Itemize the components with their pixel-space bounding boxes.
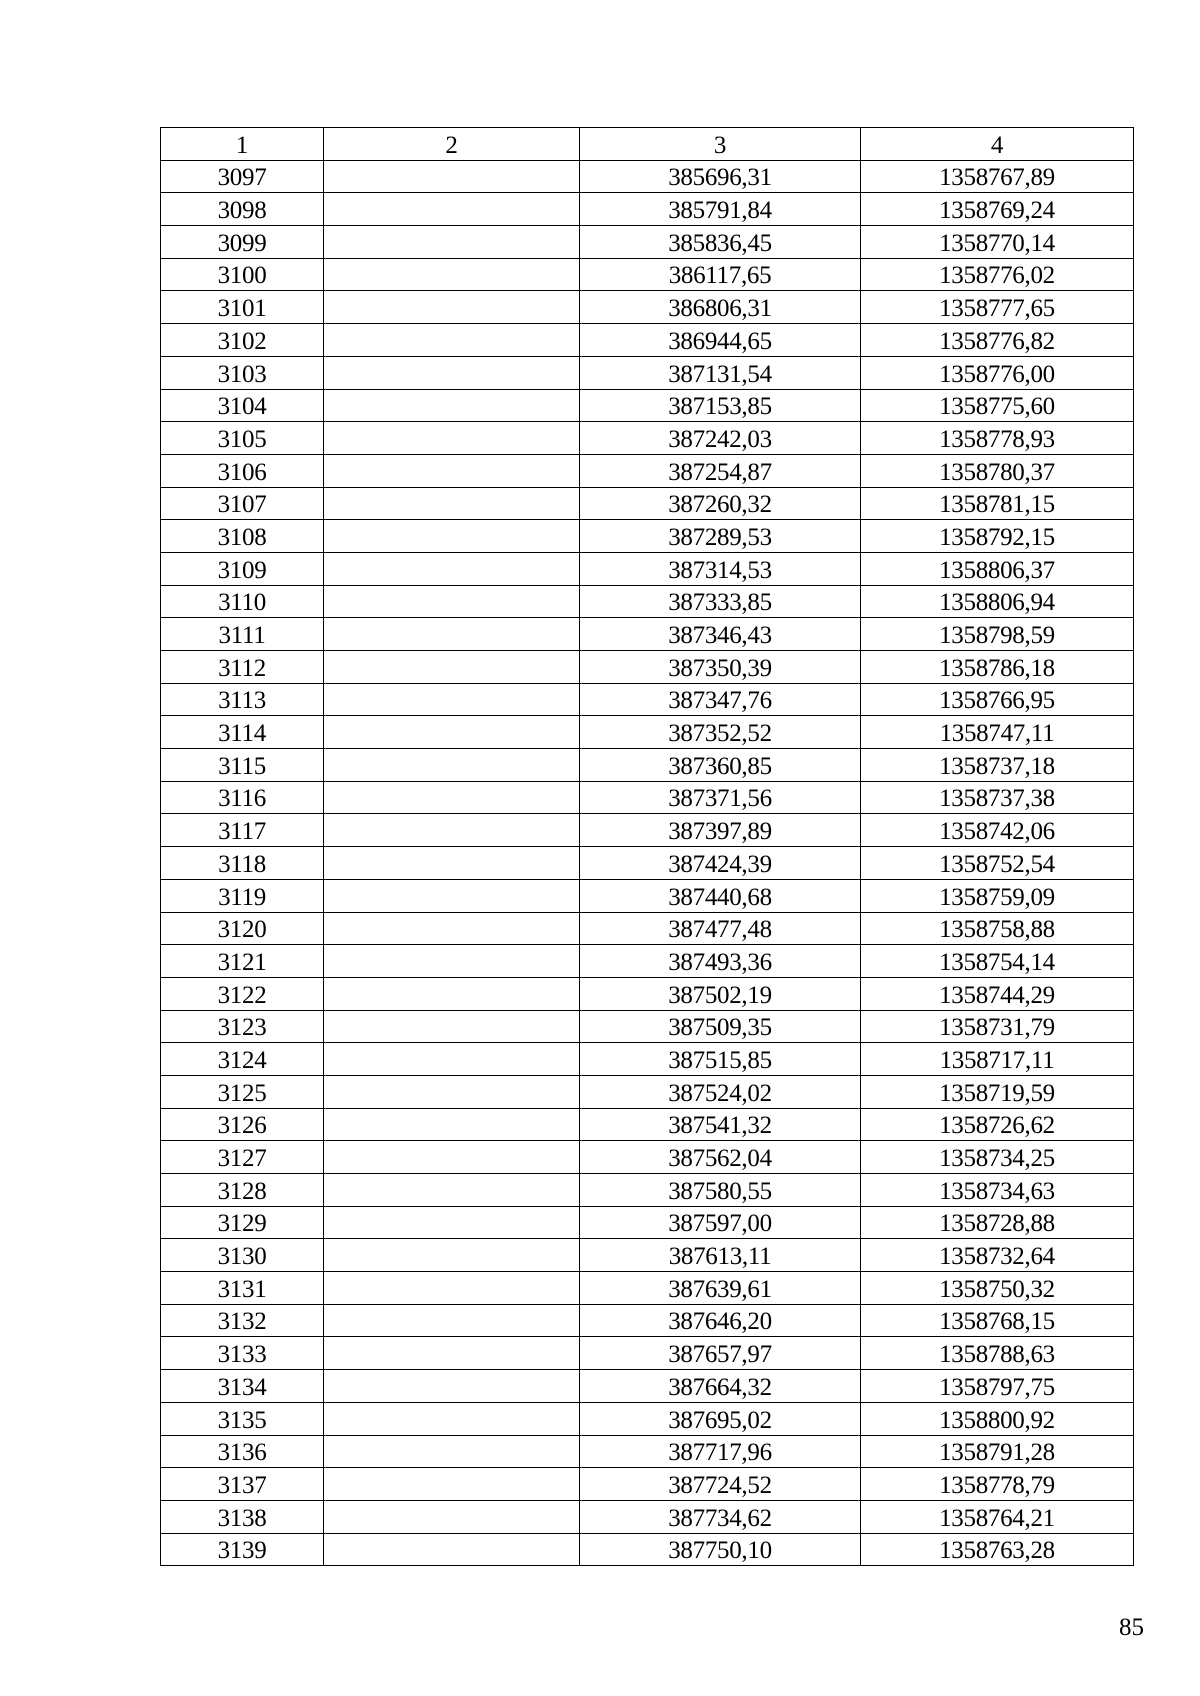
table-cell-col-1: 3129 <box>161 1206 324 1239</box>
table-cell-col-2 <box>324 781 580 814</box>
table-cell-col-4: 1358737,18 <box>861 749 1134 782</box>
table-cell-col-4: 1358777,65 <box>861 291 1134 324</box>
table-cell-col-2 <box>324 160 580 193</box>
table-cell-col-4: 1358767,89 <box>861 160 1134 193</box>
table-cell-col-4: 1358717,11 <box>861 1043 1134 1076</box>
table-cell-col-2 <box>324 1108 580 1141</box>
table-cell-col-1: 3102 <box>161 324 324 357</box>
table-cell-col-4: 1358747,11 <box>861 716 1134 749</box>
table-cell-col-1: 3115 <box>161 749 324 782</box>
table-row <box>161 1174 1134 1207</box>
table-cell-col-2 <box>324 585 580 618</box>
table-cell-col-4: 1358800,92 <box>861 1402 1134 1435</box>
table-cell-col-3: 385696,31 <box>580 160 861 193</box>
table-row <box>161 1010 1134 1043</box>
table-body <box>161 160 1134 1566</box>
table-row <box>161 160 1134 193</box>
table-cell-col-3: 387131,54 <box>580 356 861 389</box>
table-cell-col-4: 1358731,79 <box>861 1010 1134 1043</box>
table-cell-col-2 <box>324 945 580 978</box>
table-cell-col-2 <box>324 1500 580 1533</box>
table-cell-col-2 <box>324 1402 580 1435</box>
table-cell-col-4: 1358786,18 <box>861 651 1134 684</box>
table-row <box>161 651 1134 684</box>
table-cell-col-1: 3119 <box>161 879 324 912</box>
table-cell-col-2 <box>324 749 580 782</box>
table-row <box>161 193 1134 226</box>
table-cell-col-1: 3100 <box>161 258 324 291</box>
table-cell-col-2 <box>324 1239 580 1272</box>
table-cell-col-3: 386944,65 <box>580 324 861 357</box>
table-cell-col-1: 3120 <box>161 912 324 945</box>
table-row <box>161 1239 1134 1272</box>
table-cell-col-3: 387289,53 <box>580 520 861 553</box>
table-cell-col-2 <box>324 1206 580 1239</box>
table-cell-col-1: 3127 <box>161 1141 324 1174</box>
table-cell-col-4: 1358770,14 <box>861 226 1134 259</box>
table-row <box>161 618 1134 651</box>
table-cell-col-2 <box>324 520 580 553</box>
table-cell-col-4: 1358734,63 <box>861 1174 1134 1207</box>
table-cell-col-3: 387352,52 <box>580 716 861 749</box>
table-cell-col-3: 387350,39 <box>580 651 861 684</box>
table-row <box>161 1272 1134 1305</box>
table-row <box>161 716 1134 749</box>
table-cell-col-1: 3131 <box>161 1272 324 1305</box>
table-cell-col-2 <box>324 1435 580 1468</box>
page-number: 85 <box>1119 1614 1144 1641</box>
table-cell-col-4: 1358752,54 <box>861 847 1134 880</box>
table-row <box>161 291 1134 324</box>
table-cell-col-3: 387153,85 <box>580 389 861 422</box>
table-cell-col-1: 3122 <box>161 977 324 1010</box>
table-cell-col-3: 387440,68 <box>580 879 861 912</box>
table-cell-col-2 <box>324 1337 580 1370</box>
table-cell-col-4: 1358776,00 <box>861 356 1134 389</box>
table-row <box>161 1435 1134 1468</box>
table-row <box>161 552 1134 585</box>
table-row <box>161 749 1134 782</box>
table-cell-col-4: 1358764,21 <box>861 1500 1134 1533</box>
table-cell-col-1: 3106 <box>161 454 324 487</box>
table-cell-col-2 <box>324 258 580 291</box>
table-row <box>161 1402 1134 1435</box>
table-cell-col-3: 386117,65 <box>580 258 861 291</box>
table-row <box>161 1500 1134 1533</box>
table-cell-col-4: 1358766,95 <box>861 683 1134 716</box>
table-cell-col-1: 3116 <box>161 781 324 814</box>
table-row <box>161 814 1134 847</box>
table-cell-col-1: 3105 <box>161 422 324 455</box>
table-cell-col-4: 1358776,02 <box>861 258 1134 291</box>
table-cell-col-3: 387502,19 <box>580 977 861 1010</box>
table-cell-col-2 <box>324 1468 580 1501</box>
table-cell-col-2 <box>324 1370 580 1403</box>
table-cell-col-1: 3114 <box>161 716 324 749</box>
table-cell-col-3: 387664,32 <box>580 1370 861 1403</box>
table-cell-col-2 <box>324 977 580 1010</box>
table-cell-col-1: 3134 <box>161 1370 324 1403</box>
table-cell-col-4: 1358726,62 <box>861 1108 1134 1141</box>
table-cell-col-3: 385791,84 <box>580 193 861 226</box>
table-cell-col-3: 387646,20 <box>580 1304 861 1337</box>
table-cell-col-2 <box>324 487 580 520</box>
table-cell-col-4: 1358780,37 <box>861 454 1134 487</box>
table-cell-col-1: 3123 <box>161 1010 324 1043</box>
table-cell-col-1: 3132 <box>161 1304 324 1337</box>
table-row <box>161 324 1134 357</box>
table-cell-col-3: 387750,10 <box>580 1533 861 1566</box>
table-cell-col-1: 3107 <box>161 487 324 520</box>
table-cell-col-2 <box>324 683 580 716</box>
table-row <box>161 1075 1134 1108</box>
table-cell-col-3: 387541,32 <box>580 1108 861 1141</box>
table-cell-col-4: 1358744,29 <box>861 977 1134 1010</box>
table-cell-col-4: 1358788,63 <box>861 1337 1134 1370</box>
table-row <box>161 422 1134 455</box>
table-cell-col-2 <box>324 814 580 847</box>
table-row <box>161 1141 1134 1174</box>
table-row <box>161 1337 1134 1370</box>
table-row <box>161 977 1134 1010</box>
table-cell-col-1: 3137 <box>161 1468 324 1501</box>
table-cell-col-2 <box>324 1010 580 1043</box>
table-row <box>161 454 1134 487</box>
header-cell-col-1: 1 <box>161 128 324 161</box>
table-cell-col-3: 387695,02 <box>580 1402 861 1435</box>
table-cell-col-1: 3133 <box>161 1337 324 1370</box>
table-cell-col-2 <box>324 1075 580 1108</box>
header-cell-col-4: 4 <box>861 128 1134 161</box>
table-cell-col-4: 1358778,79 <box>861 1468 1134 1501</box>
table-cell-col-3: 387717,96 <box>580 1435 861 1468</box>
table-cell-col-2 <box>324 1043 580 1076</box>
table-cell-col-3: 387424,39 <box>580 847 861 880</box>
table-cell-col-1: 3099 <box>161 226 324 259</box>
table-cell-col-3: 387333,85 <box>580 585 861 618</box>
table-cell-col-3: 387515,85 <box>580 1043 861 1076</box>
table-cell-col-1: 3110 <box>161 585 324 618</box>
table-cell-col-1: 3136 <box>161 1435 324 1468</box>
table-cell-col-1: 3113 <box>161 683 324 716</box>
table-cell-col-3: 387509,35 <box>580 1010 861 1043</box>
table-cell-col-1: 3135 <box>161 1402 324 1435</box>
table-cell-col-1: 3098 <box>161 193 324 226</box>
table-row <box>161 879 1134 912</box>
table-cell-col-2 <box>324 1174 580 1207</box>
table-cell-col-3: 387524,02 <box>580 1075 861 1108</box>
table-row <box>161 258 1134 291</box>
table-cell-col-4: 1358791,28 <box>861 1435 1134 1468</box>
coordinates-table <box>160 127 1134 1566</box>
table-cell-col-1: 3108 <box>161 520 324 553</box>
table-row <box>161 847 1134 880</box>
table-row <box>161 1043 1134 1076</box>
table-cell-col-3: 386806,31 <box>580 291 861 324</box>
table-row <box>161 1206 1134 1239</box>
table-cell-col-3: 387580,55 <box>580 1174 861 1207</box>
table-cell-col-4: 1358769,24 <box>861 193 1134 226</box>
table-cell-col-2 <box>324 879 580 912</box>
table-cell-col-1: 3103 <box>161 356 324 389</box>
table-row <box>161 356 1134 389</box>
table-row <box>161 683 1134 716</box>
table-cell-col-1: 3112 <box>161 651 324 684</box>
table-row <box>161 912 1134 945</box>
table-cell-col-3: 385836,45 <box>580 226 861 259</box>
table-cell-col-3: 387562,04 <box>580 1141 861 1174</box>
table-cell-col-3: 387477,48 <box>580 912 861 945</box>
table-cell-col-3: 387397,89 <box>580 814 861 847</box>
table-cell-col-4: 1358750,32 <box>861 1272 1134 1305</box>
table-cell-col-2 <box>324 324 580 357</box>
table-cell-col-4: 1358781,15 <box>861 487 1134 520</box>
table-cell-col-1: 3125 <box>161 1075 324 1108</box>
table-cell-col-4: 1358776,82 <box>861 324 1134 357</box>
table-cell-col-3: 387314,53 <box>580 552 861 585</box>
table-cell-col-3: 387657,97 <box>580 1337 861 1370</box>
table-cell-col-2 <box>324 1304 580 1337</box>
table-cell-col-2 <box>324 193 580 226</box>
table-cell-col-4: 1358806,37 <box>861 552 1134 585</box>
table-cell-col-4: 1358758,88 <box>861 912 1134 945</box>
table-cell-col-1: 3138 <box>161 1500 324 1533</box>
header-row <box>161 128 1134 161</box>
table-cell-col-2 <box>324 422 580 455</box>
table-cell-col-2 <box>324 1272 580 1305</box>
table-cell-col-1: 3139 <box>161 1533 324 1566</box>
table-row <box>161 520 1134 553</box>
table-cell-col-1: 3109 <box>161 552 324 585</box>
table-cell-col-2 <box>324 912 580 945</box>
table-cell-col-2 <box>324 291 580 324</box>
table-cell-col-4: 1358768,15 <box>861 1304 1134 1337</box>
table-cell-col-3: 387346,43 <box>580 618 861 651</box>
table-row <box>161 389 1134 422</box>
header-cell-col-2: 2 <box>324 128 580 161</box>
table-cell-col-4: 1358763,28 <box>861 1533 1134 1566</box>
table-cell-col-4: 1358728,88 <box>861 1206 1134 1239</box>
table-cell-col-1: 3111 <box>161 618 324 651</box>
table-cell-col-2 <box>324 716 580 749</box>
table-cell-col-4: 1358732,64 <box>861 1239 1134 1272</box>
table-row <box>161 781 1134 814</box>
table-cell-col-3: 387347,76 <box>580 683 861 716</box>
table-cell-col-1: 3126 <box>161 1108 324 1141</box>
table-cell-col-1: 3128 <box>161 1174 324 1207</box>
table-cell-col-3: 387371,56 <box>580 781 861 814</box>
table-row <box>161 585 1134 618</box>
table-cell-col-4: 1358719,59 <box>861 1075 1134 1108</box>
table-row <box>161 1108 1134 1141</box>
table-row <box>161 1304 1134 1337</box>
table-row <box>161 487 1134 520</box>
header-cell-col-3: 3 <box>580 128 861 161</box>
table-cell-col-1: 3124 <box>161 1043 324 1076</box>
table-cell-col-3: 387260,32 <box>580 487 861 520</box>
table-cell-col-2 <box>324 1533 580 1566</box>
table-cell-col-2 <box>324 651 580 684</box>
table-cell-col-4: 1358798,59 <box>861 618 1134 651</box>
table-cell-col-1: 3118 <box>161 847 324 880</box>
table-cell-col-4: 1358759,09 <box>861 879 1134 912</box>
table-cell-col-3: 387597,00 <box>580 1206 861 1239</box>
table-cell-col-4: 1358775,60 <box>861 389 1134 422</box>
table-cell-col-4: 1358742,06 <box>861 814 1134 847</box>
table-cell-col-1: 3104 <box>161 389 324 422</box>
table-row <box>161 1533 1134 1566</box>
table-cell-col-4: 1358754,14 <box>861 945 1134 978</box>
table-cell-col-2 <box>324 847 580 880</box>
table-cell-col-3: 387613,11 <box>580 1239 861 1272</box>
table-cell-col-2 <box>324 356 580 389</box>
table-cell-col-1: 3097 <box>161 160 324 193</box>
table-cell-col-1: 3130 <box>161 1239 324 1272</box>
table-row <box>161 226 1134 259</box>
table-cell-col-1: 3121 <box>161 945 324 978</box>
table-cell-col-3: 387724,52 <box>580 1468 861 1501</box>
table-cell-col-1: 3101 <box>161 291 324 324</box>
table-cell-col-4: 1358778,93 <box>861 422 1134 455</box>
table-cell-col-2 <box>324 454 580 487</box>
table-cell-col-3: 387254,87 <box>580 454 861 487</box>
table-cell-col-3: 387639,61 <box>580 1272 861 1305</box>
table-cell-col-4: 1358806,94 <box>861 585 1134 618</box>
table-cell-col-4: 1358797,75 <box>861 1370 1134 1403</box>
table-cell-col-4: 1358734,25 <box>861 1141 1134 1174</box>
table-cell-col-3: 387360,85 <box>580 749 861 782</box>
table-cell-col-2 <box>324 618 580 651</box>
table-cell-col-4: 1358792,15 <box>861 520 1134 553</box>
table-cell-col-2 <box>324 1141 580 1174</box>
table-cell-col-2 <box>324 389 580 422</box>
table-cell-col-2 <box>324 226 580 259</box>
table-cell-col-3: 387242,03 <box>580 422 861 455</box>
table-cell-col-4: 1358737,38 <box>861 781 1134 814</box>
table-cell-col-2 <box>324 552 580 585</box>
table-row <box>161 1468 1134 1501</box>
table-cell-col-3: 387493,36 <box>580 945 861 978</box>
table-row <box>161 945 1134 978</box>
table-row <box>161 1370 1134 1403</box>
table-cell-col-3: 387734,62 <box>580 1500 861 1533</box>
table-cell-col-1: 3117 <box>161 814 324 847</box>
